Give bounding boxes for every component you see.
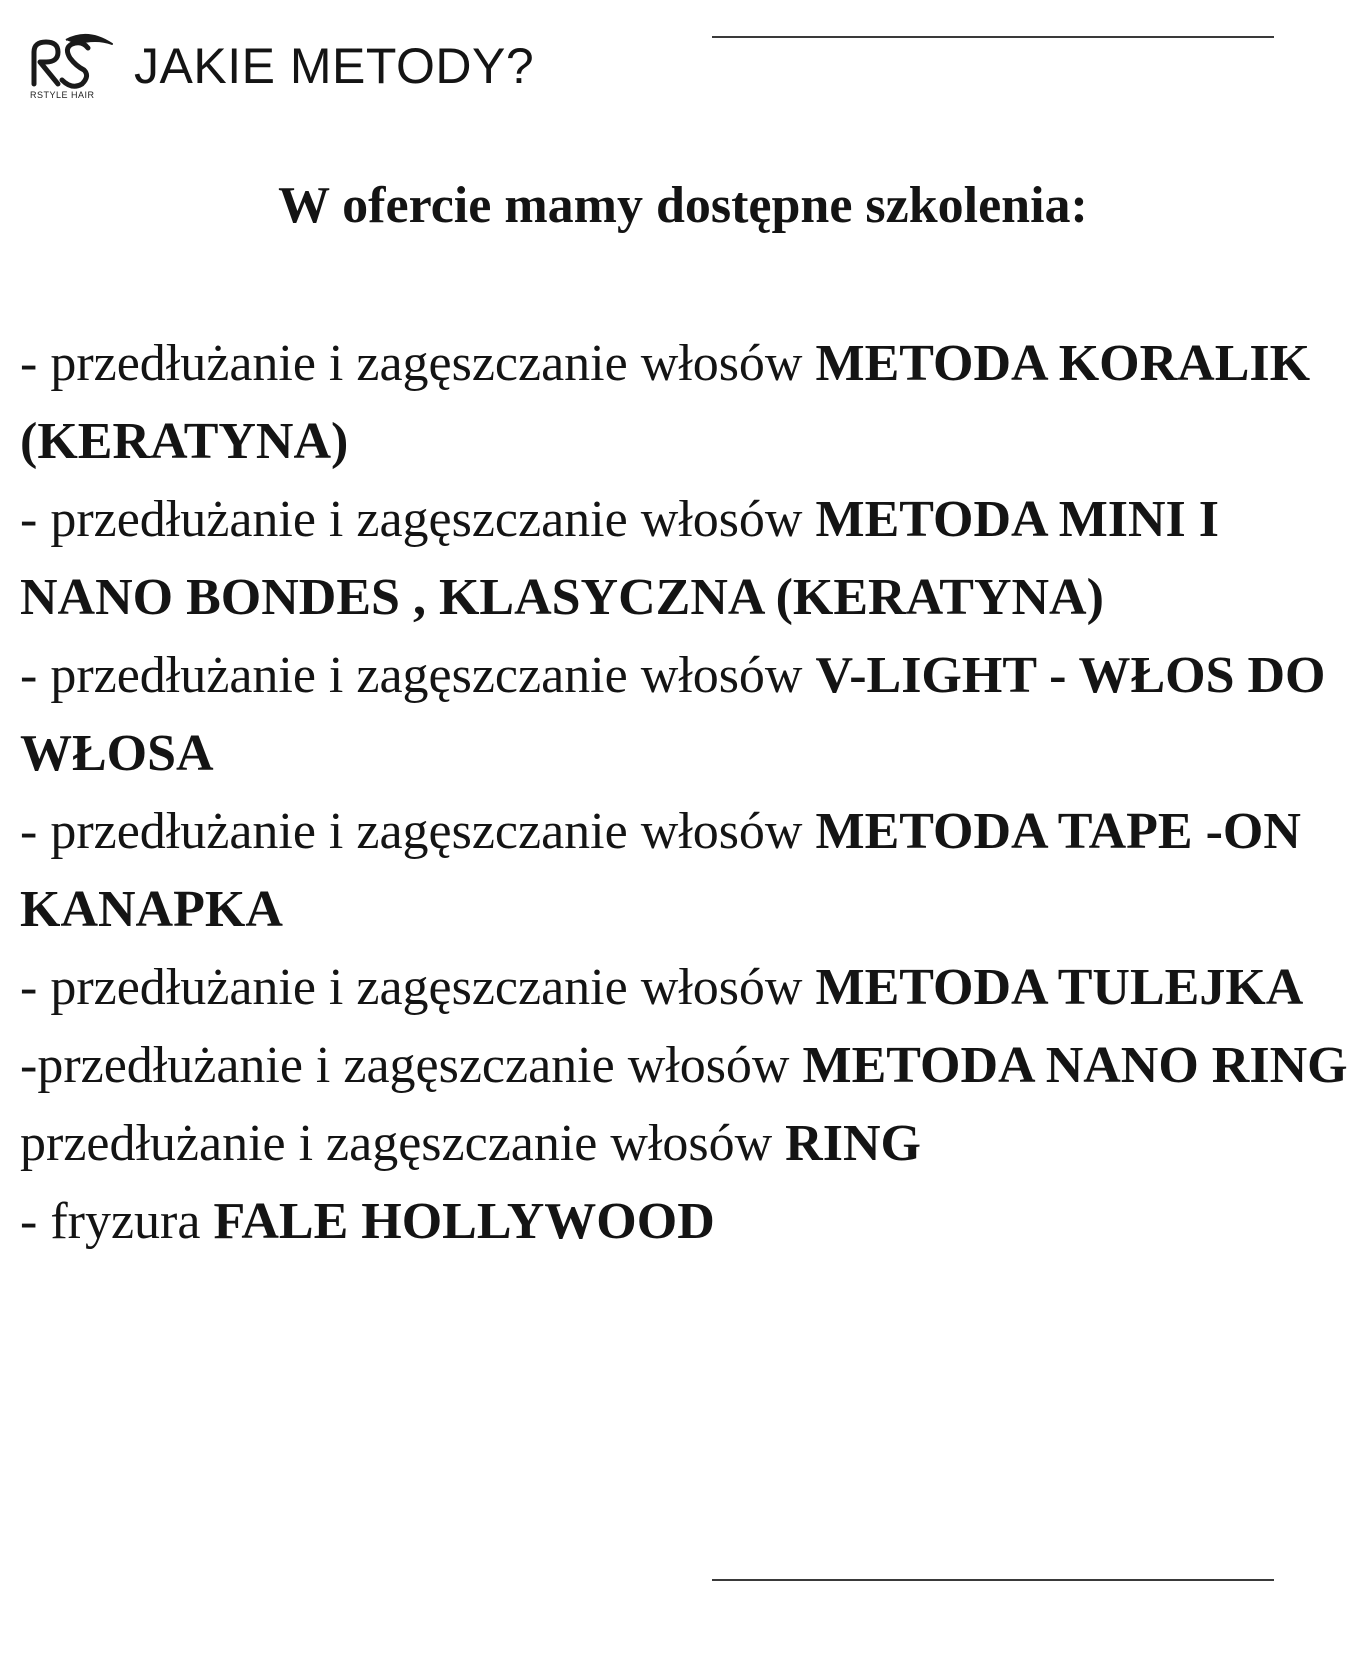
list-item — [20, 1027, 1350, 1105]
method-prefix: - przedłużanie i zagęszczanie włosów — [20, 491, 816, 548]
method-prefix: - przedłużanie i zagęszczanie włosów — [20, 959, 816, 1016]
method-prefix: przedłużanie i zagęszczanie włosów — [20, 1115, 786, 1172]
rs-monogram-icon — [26, 30, 118, 90]
method-prefix: -przedłużanie i zagęszczanie włosów — [20, 1037, 803, 1094]
list-item — [20, 1105, 1350, 1183]
brand-logo — [26, 30, 118, 100]
method-name: METODA KORALIK (KERATYNA) — [20, 335, 1311, 470]
training-methods-list — [20, 325, 1350, 1261]
method-name: METODA TAPE -ON KANAPKA — [20, 803, 1301, 938]
list-item — [20, 949, 1350, 1027]
bottom-divider — [712, 1579, 1274, 1581]
method-name: METODA TULEJKA — [815, 959, 1304, 1016]
list-item — [20, 481, 1350, 637]
method-name: FALE HOLLYWOOD — [213, 1193, 715, 1250]
list-item — [20, 1183, 1350, 1261]
method-name: METODA NANO RING — [802, 1037, 1348, 1094]
intro-heading: W ofercie mamy dostępne szkolenia: — [278, 177, 1088, 234]
method-prefix: - przedłużanie i zagęszczanie włosów — [20, 335, 816, 392]
list-item — [20, 637, 1350, 793]
method-prefix: - przedłużanie i zagęszczanie włosów — [20, 803, 816, 860]
top-divider — [712, 36, 1274, 38]
list-item — [20, 793, 1350, 949]
page-title: JAKIE METODY? — [134, 38, 535, 94]
method-name: RING — [785, 1115, 921, 1172]
list-item — [20, 325, 1350, 481]
method-prefix: - przedłużanie i zagęszczanie włosów — [20, 647, 816, 704]
method-prefix: - fryzura — [20, 1193, 214, 1250]
method-name: V-LIGHT - WŁOS DO WŁOSA — [20, 647, 1326, 782]
brand-caption: RSTYLE HAIR — [30, 90, 95, 100]
method-name: METODA MINI I NANO BONDES , KLASYCZNA (KERATYNA) — [20, 491, 1220, 626]
